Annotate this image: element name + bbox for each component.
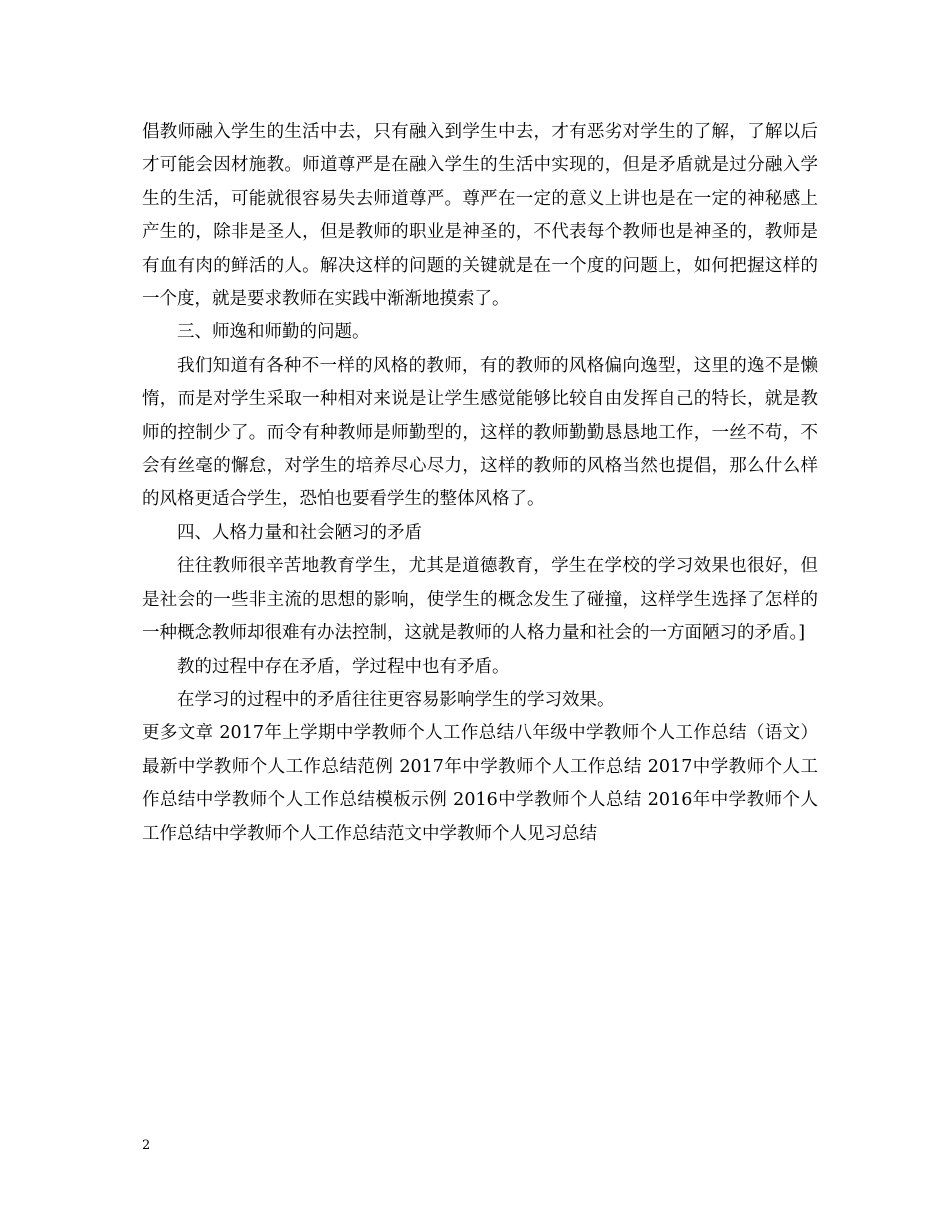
paragraph-personality-vs-society: 往往教师很辛苦地教育学生，尤其是道德教育，学生在学校的学习效果也很好，但是社会的一些非主流的思想的影响，使学生的概念发生了碰撞，这样学生选择了怎样的一种概念教师却很难有办法控制，这就是教师的人格力量和社会的一方面陋习的矛盾。] xyxy=(142,556,818,644)
document-body xyxy=(142,116,818,851)
page-number: 2 xyxy=(142,1138,151,1153)
paragraph-teaching-contradiction: 教的过程中存在矛盾，学过程中也有矛盾。 xyxy=(177,656,510,677)
section-heading-four: 四、人格力量和社会陋习的矛盾 xyxy=(177,522,422,543)
section-heading-three: 三、师逸和师勤的问题。 xyxy=(177,322,370,343)
paragraph-teacher-styles: 我们知道有各种不一样的风格的教师，有的教师的风格偏向逸型，这里的逸不是懒惰，而是对学生采取一种相对来说是让学生感觉能够比较自由发挥自己的特长，就是教师的控制少了。而令有种教师是师勤型的，这样的教师勤勤恳恳地工作，一丝不苟，不会有丝毫的懈怠，对学生的培养尽心尽力，这样的教师的风格当然也提倡，那么什么样的风格更适合学生，恐怕也要看学生的整体风格了。 xyxy=(142,355,818,510)
paragraph-learning-contradiction: 在学习的过程中的矛盾往往更容易影响学生的学习效果。 xyxy=(177,689,615,710)
related-articles-list: 更多文章 2017年上学期中学教师个人工作总结八年级中学教师个人工作总结（语文）最新中学教师个人工作总结范例 2017年中学教师个人工作总结 2017中学教师个人工作总结中学教师个人工作总结模板示例 2016中学教师个人总结 2016年中学教师个人工作总结中学教师个人工作总结范文中学教师个人见习总结 xyxy=(142,723,818,844)
paragraph-continuation: 倡教师融入学生的生活中去，只有融入到学生中去，才有恶劣对学生的了解，了解以后才可能会因材施教。师道尊严是在融入学生的生活中实现的，但是矛盾就是过分融入学生的生活，可能就很容易失去师道尊严。尊严在一定的意义上讲也是在一定的神秘感上产生的，除非是圣人，但是教师的职业是神圣的，不代表每个教师也是神圣的，教师是有血有肉的鲜活的人。解决这样的问题的关键就是在一个度的问题上，如何把握这样的一个度，就是要求教师在实践中渐渐地摸索了。 xyxy=(142,122,818,310)
